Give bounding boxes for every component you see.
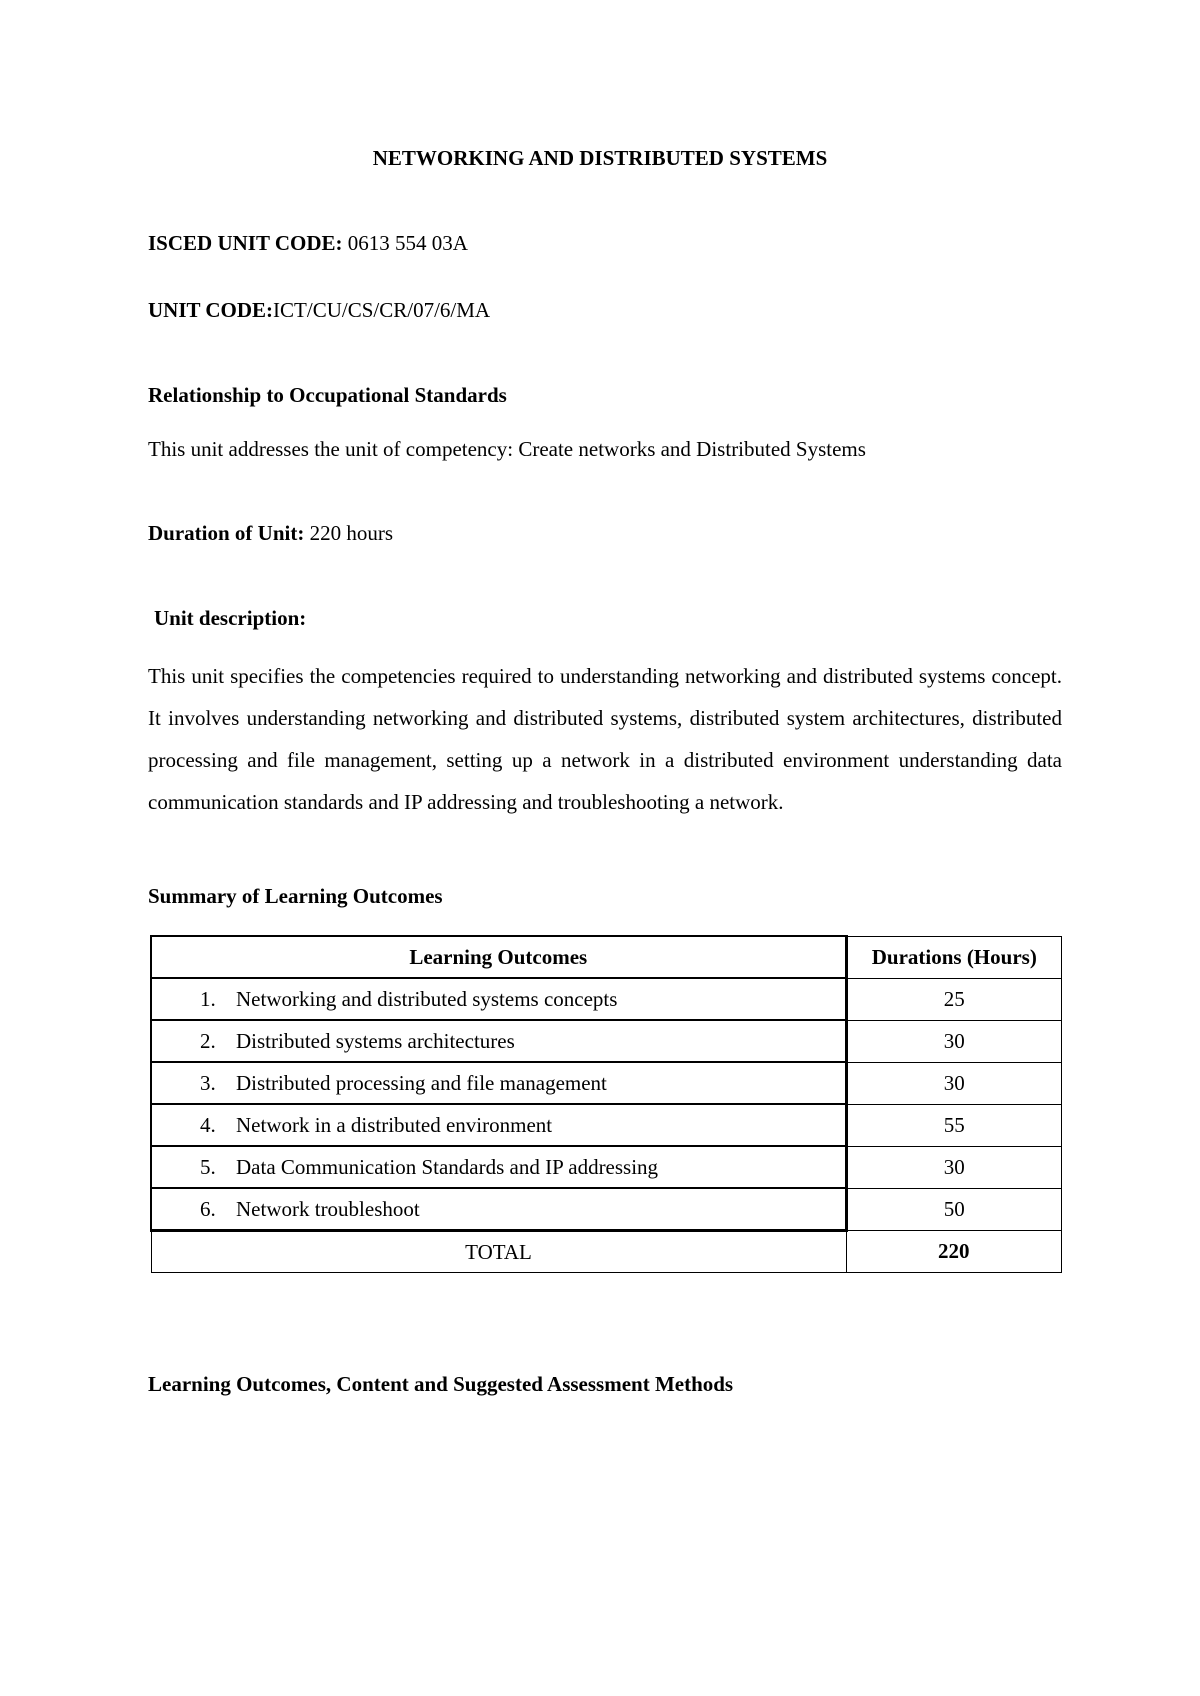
relationship-text: This unit addresses the unit of competency: Create networks and Distributed Systems [148, 437, 866, 461]
table-row [151, 978, 1062, 1020]
table-total-row [151, 1231, 1062, 1273]
hours-cell: 55 [846, 1104, 1061, 1146]
table-row [151, 1104, 1062, 1146]
outcome-text: Data Communication Standards and IP addressing [236, 1154, 659, 1179]
outcome-cell [151, 1020, 846, 1062]
outcome-cell [151, 1188, 846, 1231]
hours-cell: 30 [846, 1062, 1061, 1104]
outcome-number: 4. [200, 1112, 216, 1137]
outcome-text: Network troubleshoot [236, 1196, 420, 1221]
outcome-number: 2. [200, 1028, 216, 1053]
table-row [151, 1062, 1062, 1104]
table-header-row [151, 936, 1062, 978]
outcome-text: Distributed systems architectures [236, 1028, 515, 1053]
isced-code-value: 0613 554 03A [342, 231, 468, 255]
outcome-number: 3. [200, 1070, 216, 1095]
assessment-heading: Learning Outcomes, Content and Suggested Assessment Methods [148, 1372, 734, 1396]
hours-cell: 50 [846, 1188, 1061, 1231]
summary-heading: Summary of Learning Outcomes [148, 884, 443, 908]
hours-cell: 25 [846, 978, 1061, 1020]
table-row [151, 1188, 1062, 1231]
total-value: 220 [846, 1231, 1061, 1273]
header-durations: Durations (Hours) [846, 936, 1061, 978]
table-row [151, 1146, 1062, 1188]
outcome-number: 1. [200, 986, 216, 1011]
unit-description-text: This unit specifies the competencies required to understanding networking and distributed systems concept. It involves understanding networking and distributed systems, distributed system architectures, distributed processing and file management, setting up a network in a distributed environment understanding data communication standards and IP addressing and troubleshooting a network. [148, 664, 1062, 814]
outcome-text: Distributed processing and file management [236, 1070, 607, 1095]
learning-outcomes-table [150, 935, 1062, 1273]
total-label: TOTAL [151, 1231, 846, 1273]
unit-description-heading: Unit description: [154, 606, 307, 630]
relationship-heading: Relationship to Occupational Standards [148, 383, 507, 407]
isced-code-line [148, 231, 468, 256]
outcome-number: 6. [200, 1196, 216, 1221]
document-title: NETWORKING AND DISTRIBUTED SYSTEMS [372, 146, 828, 170]
outcome-cell [151, 1104, 846, 1146]
outcome-cell [151, 978, 846, 1020]
outcome-text: Network in a distributed environment [236, 1112, 553, 1137]
table-row [151, 1020, 1062, 1062]
unit-code-value: ICT/CU/CS/CR/07/6/MA [273, 298, 491, 322]
header-learning-outcomes: Learning Outcomes [151, 936, 846, 978]
outcome-cell [151, 1146, 846, 1188]
unit-code-line [148, 298, 490, 323]
isced-code-label: ISCED UNIT CODE: [148, 231, 343, 255]
outcome-number: 5. [200, 1154, 216, 1179]
unit-code-label: UNIT CODE: [148, 298, 274, 322]
duration-label: Duration of Unit: [148, 521, 305, 545]
hours-cell: 30 [846, 1020, 1061, 1062]
outcome-cell [151, 1062, 846, 1104]
hours-cell: 30 [846, 1146, 1061, 1188]
duration-line [148, 521, 393, 546]
outcome-text: Networking and distributed systems concepts [236, 986, 618, 1011]
duration-value: 220 hours [304, 521, 394, 545]
